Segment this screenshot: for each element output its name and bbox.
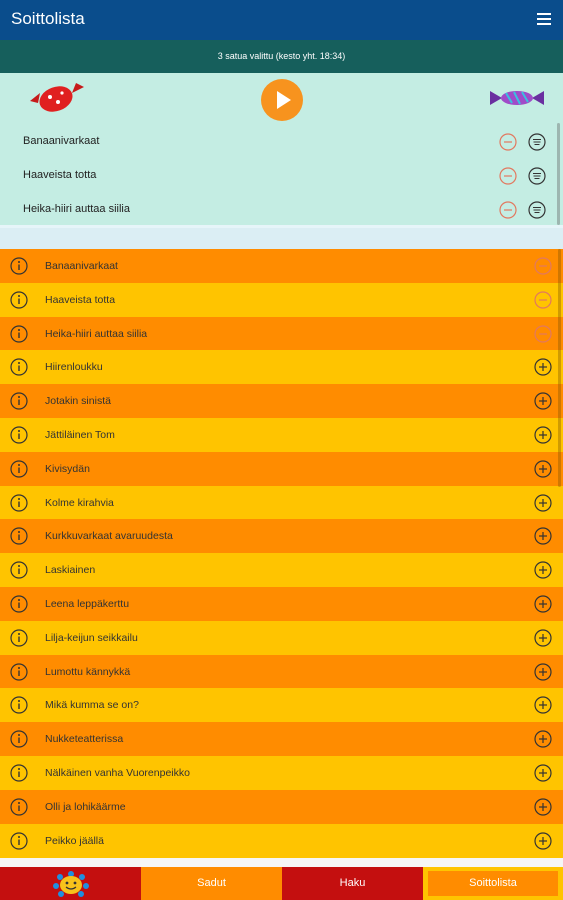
story-row[interactable] bbox=[0, 350, 563, 384]
add-icon[interactable] bbox=[534, 663, 552, 681]
story-list bbox=[0, 249, 563, 867]
add-icon[interactable] bbox=[534, 798, 552, 816]
story-row[interactable] bbox=[0, 418, 563, 452]
story-row[interactable] bbox=[0, 790, 563, 824]
drag-handle-icon[interactable] bbox=[528, 201, 546, 219]
story-title: Jättiläinen Tom bbox=[45, 429, 115, 441]
selected-story-row[interactable] bbox=[0, 125, 563, 159]
add-icon[interactable] bbox=[534, 764, 552, 782]
info-icon[interactable] bbox=[10, 832, 28, 850]
story-title: Kivisydän bbox=[45, 462, 90, 475]
drag-handle-icon[interactable] bbox=[528, 133, 546, 151]
add-icon[interactable] bbox=[534, 460, 552, 478]
story-title: Nukketeatterissa bbox=[45, 733, 124, 746]
story-title: Haaveista totta bbox=[45, 293, 116, 306]
story-title: Jotakin sinistä bbox=[45, 395, 111, 408]
selected-playlist-panel bbox=[0, 73, 563, 225]
add-icon[interactable] bbox=[534, 561, 552, 579]
selection-status: 3 satua valittu (kesto yht. 18:34) bbox=[0, 40, 563, 73]
story-row[interactable] bbox=[0, 384, 563, 418]
story-title: Kolme kirahvia bbox=[45, 496, 114, 509]
story-row[interactable] bbox=[0, 621, 563, 655]
story-row[interactable] bbox=[0, 756, 563, 790]
info-icon[interactable] bbox=[10, 291, 28, 309]
info-icon[interactable] bbox=[10, 392, 28, 410]
wrapped-candy-icon bbox=[488, 87, 546, 109]
tab-home[interactable] bbox=[0, 867, 141, 900]
panel-divider bbox=[0, 225, 563, 249]
story-title: Kurkkuvarkaat avaruudesta bbox=[45, 530, 173, 543]
story-row[interactable] bbox=[0, 249, 563, 283]
selected-panel-scrollbar[interactable] bbox=[557, 123, 560, 225]
story-row[interactable] bbox=[0, 519, 563, 553]
info-icon[interactable] bbox=[10, 629, 28, 647]
info-icon[interactable] bbox=[10, 325, 28, 343]
story-title: Heika-hiiri auttaa siilia bbox=[45, 327, 148, 340]
info-icon[interactable] bbox=[10, 257, 28, 275]
story-title: Nälkäinen vanha Vuorenpeikko bbox=[45, 767, 190, 779]
story-row[interactable] bbox=[0, 317, 563, 351]
story-title: Laskiainen bbox=[45, 564, 96, 577]
add-icon[interactable] bbox=[534, 527, 552, 545]
candy-icon bbox=[28, 79, 86, 115]
story-title: Banaanivarkaat bbox=[45, 260, 118, 272]
story-row[interactable] bbox=[0, 722, 563, 756]
play-icon bbox=[261, 79, 303, 121]
story-title: Olli ja lohikäärme bbox=[45, 800, 126, 813]
story-title: Leena leppäkerttu bbox=[45, 598, 130, 610]
hamburger-menu-icon[interactable] bbox=[537, 13, 551, 25]
story-row[interactable] bbox=[0, 486, 563, 520]
info-icon[interactable] bbox=[10, 595, 28, 613]
story-title: Hiirenloukku bbox=[45, 361, 103, 374]
tab-soittolista-label: Soittolista bbox=[428, 871, 558, 896]
info-icon[interactable] bbox=[10, 527, 28, 545]
story-row[interactable] bbox=[0, 824, 563, 858]
story-row[interactable] bbox=[0, 587, 563, 621]
remove-icon[interactable] bbox=[499, 167, 517, 185]
info-icon[interactable] bbox=[10, 358, 28, 376]
selected-story-title: Banaanivarkaat bbox=[23, 135, 100, 147]
add-icon[interactable] bbox=[534, 426, 552, 444]
remove-icon[interactable] bbox=[534, 291, 552, 309]
info-icon[interactable] bbox=[10, 764, 28, 782]
info-icon[interactable] bbox=[10, 561, 28, 579]
play-button[interactable] bbox=[261, 79, 303, 121]
app-header bbox=[0, 0, 563, 40]
tab-sadut[interactable]: Sadut bbox=[141, 867, 282, 900]
add-icon[interactable] bbox=[534, 696, 552, 714]
tab-haku[interactable]: Haku bbox=[282, 867, 423, 900]
info-icon[interactable] bbox=[10, 663, 28, 681]
add-icon[interactable] bbox=[534, 494, 552, 512]
tab-soittolista[interactable] bbox=[423, 867, 563, 900]
story-row[interactable] bbox=[0, 283, 563, 317]
add-icon[interactable] bbox=[534, 358, 552, 376]
info-icon[interactable] bbox=[10, 460, 28, 478]
info-icon[interactable] bbox=[10, 696, 28, 714]
story-row[interactable] bbox=[0, 688, 563, 722]
add-icon[interactable] bbox=[534, 629, 552, 647]
selected-story-row[interactable] bbox=[0, 193, 563, 227]
selected-story-row[interactable] bbox=[0, 159, 563, 193]
story-title: Peikko jäällä bbox=[45, 834, 104, 847]
bottom-tab-bar bbox=[0, 867, 563, 900]
story-title: Lumottu kännykkä bbox=[45, 665, 131, 678]
remove-icon[interactable] bbox=[534, 257, 552, 275]
story-list-scrollbar[interactable] bbox=[558, 249, 561, 487]
add-icon[interactable] bbox=[534, 595, 552, 613]
page-title: Soittolista bbox=[11, 9, 85, 28]
story-row[interactable] bbox=[0, 553, 563, 587]
info-icon[interactable] bbox=[10, 798, 28, 816]
remove-icon[interactable] bbox=[534, 325, 552, 343]
story-title: Mikä kumma se on? bbox=[45, 699, 139, 712]
info-icon[interactable] bbox=[10, 494, 28, 512]
drag-handle-icon[interactable] bbox=[528, 167, 546, 185]
add-icon[interactable] bbox=[534, 832, 552, 850]
selected-story-title: Haaveista totta bbox=[23, 169, 97, 181]
remove-icon[interactable] bbox=[499, 201, 517, 219]
info-icon[interactable] bbox=[10, 426, 28, 444]
story-title: Lilja-keijun seikkailu bbox=[45, 631, 138, 644]
info-icon[interactable] bbox=[10, 730, 28, 748]
story-row[interactable] bbox=[0, 655, 563, 689]
remove-icon[interactable] bbox=[499, 133, 517, 151]
sun-logo-icon bbox=[53, 871, 89, 897]
add-icon[interactable] bbox=[534, 392, 552, 410]
selected-story-title: Heika-hiiri auttaa siilia bbox=[23, 203, 130, 215]
add-icon[interactable] bbox=[534, 730, 552, 748]
story-row[interactable] bbox=[0, 452, 563, 486]
